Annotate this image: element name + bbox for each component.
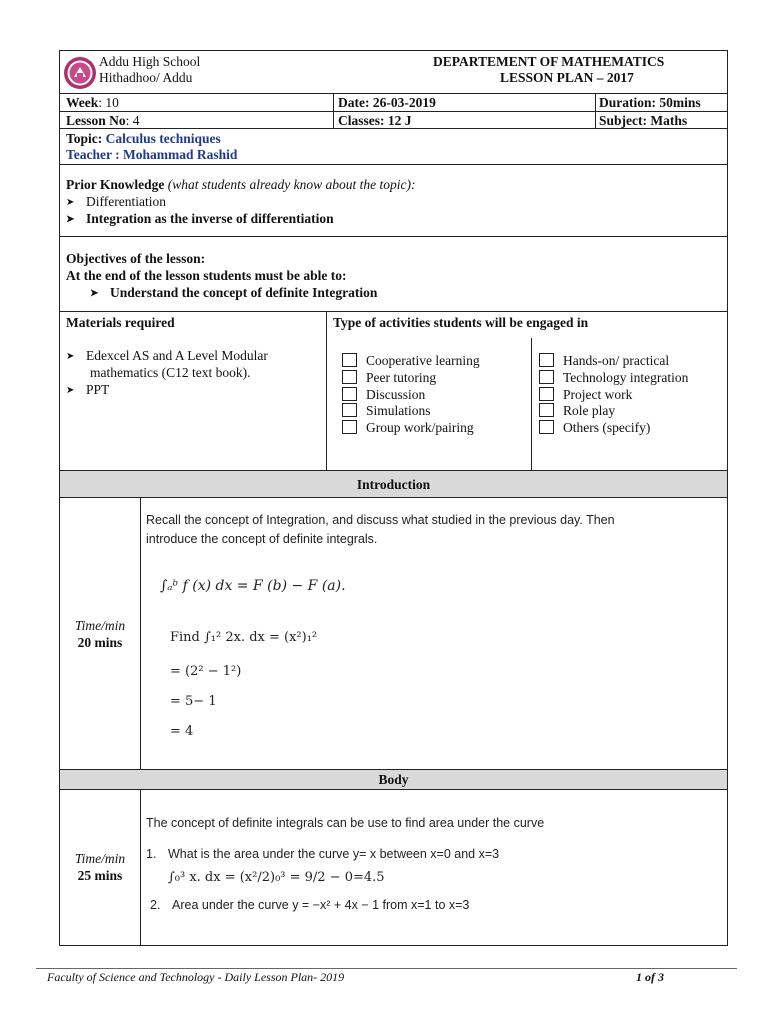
- lesson-plan-title: LESSON PLAN – 2017: [500, 70, 634, 85]
- checkbox-icon[interactable]: [539, 370, 554, 384]
- list-item: ➤ Understand the concept of definite Integration: [90, 285, 378, 300]
- topic-line: [66, 130, 221, 147]
- table-top-border: [59, 50, 728, 51]
- list-item: ➤ Edexcel AS and A Level Modular: [66, 348, 268, 363]
- intro-paragraph-line1: Recall the concept of Integration, and discuss what studied in the previous day. Then: [146, 513, 615, 527]
- materials-header: Materials required: [66, 315, 175, 330]
- activities-header: Type of activities students will be engaged in: [333, 315, 589, 330]
- objectives-subtitle: At the end of the lesson students must be able to:: [66, 268, 347, 283]
- body-question: [150, 898, 469, 912]
- list-item: ➤ PPT: [66, 382, 110, 397]
- activity-option[interactable]: Project work: [539, 386, 632, 403]
- column-divider: [140, 497, 141, 770]
- question-number: 1.: [146, 847, 157, 861]
- row-divider: [59, 236, 728, 237]
- arrow-bullet-icon: ➤: [66, 214, 75, 225]
- date-label: Date: [338, 95, 365, 110]
- department-title: DEPARTEMENT OF MATHEMATICS: [433, 54, 665, 69]
- topic-value: Calculus techniques: [105, 131, 221, 146]
- lesson-cell: [66, 112, 140, 129]
- prior-knowledge-note: (what students already know about the topic):: [167, 177, 416, 192]
- introduction-header: Introduction: [356, 477, 431, 492]
- question-text: Area under the curve y = −x² + 4x − 1 from x=1 to x=3: [172, 898, 470, 912]
- intro-example-step: = 5− 1: [170, 694, 217, 709]
- week-value: : 10: [98, 95, 119, 110]
- activity-option[interactable]: Simulations: [342, 402, 431, 419]
- arrow-bullet-icon: ➤: [66, 197, 75, 208]
- checkbox-icon[interactable]: [539, 353, 554, 367]
- duration-cell: [599, 94, 701, 111]
- school-name: Addu High School: [99, 54, 201, 69]
- definite-integral-formula: ∫ₐᵇ f (x) dx = F (b) − F (a).: [160, 578, 346, 594]
- page-number: 1 of 3: [636, 970, 664, 984]
- table-right-border: [727, 50, 728, 946]
- intro-paragraph-line2: introduce the concept of definite integrals.: [146, 532, 378, 546]
- intro-example-step: = (2² − 1²): [170, 664, 242, 679]
- checkbox-icon[interactable]: [342, 353, 357, 367]
- week-label: Week: [66, 95, 99, 110]
- arrow-bullet-icon: ➤: [66, 385, 75, 396]
- intro-time-label: Time/min: [74, 618, 126, 633]
- column-divider: [326, 311, 327, 471]
- checkbox-icon[interactable]: [539, 403, 554, 417]
- body-time-value: 25 mins: [77, 868, 123, 883]
- checkbox-icon[interactable]: [342, 387, 357, 401]
- column-divider: [595, 93, 596, 129]
- list-item: ➤ Integration as the inverse of differentiation: [66, 211, 334, 226]
- activity-option[interactable]: Role play: [539, 402, 615, 419]
- checkbox-icon[interactable]: [539, 420, 554, 434]
- row-divider: [59, 789, 728, 790]
- activity-option[interactable]: Cooperative learning: [342, 352, 480, 369]
- activity-option[interactable]: Group work/pairing: [342, 419, 474, 436]
- topic-label: Topic:: [66, 131, 103, 146]
- date-value: : 26-03-2019: [365, 95, 436, 110]
- activity-option[interactable]: Others (specify): [539, 419, 650, 436]
- table-left-border: [59, 50, 60, 946]
- body-time-label: Time/min: [74, 851, 126, 866]
- arrow-bullet-icon: ➤: [90, 288, 99, 299]
- lesson-label: Lesson No: [66, 113, 126, 128]
- body-question: [146, 847, 499, 861]
- week-cell: [66, 94, 119, 111]
- question-solution: ∫₀³ x. dx = (x²/2)₀³ = 9/2 − 0=4.5: [168, 870, 385, 885]
- classes-cell: Classes: 12 J: [338, 113, 412, 128]
- school-logo: [63, 56, 97, 90]
- checkbox-icon[interactable]: [342, 403, 357, 417]
- prior-knowledge-heading: [66, 176, 415, 193]
- footer-rule: [36, 968, 737, 969]
- row-divider: [59, 164, 728, 165]
- activity-option[interactable]: Peer tutoring: [342, 369, 436, 386]
- activity-option[interactable]: Discussion: [342, 386, 425, 403]
- footer-text: Faculty of Science and Technology - Daily Lesson Plan- 2019: [47, 970, 345, 984]
- date-cell: [338, 94, 436, 111]
- list-item-continuation: mathematics (C12 text book).: [90, 365, 251, 380]
- body-header: Body: [378, 772, 409, 787]
- intro-example-find: Find ∫₁² 2x. dx = (x²)₁²: [170, 630, 318, 645]
- list-item: ➤ Differentiation: [66, 194, 166, 209]
- row-divider: [59, 311, 728, 312]
- activity-option[interactable]: Technology integration: [539, 369, 688, 386]
- checkbox-icon[interactable]: [342, 420, 357, 434]
- question-number: 2.: [150, 898, 161, 912]
- body-intro: The concept of definite integrals can be use to find area under the curve: [146, 816, 545, 830]
- intro-time-value: 20 mins: [77, 635, 123, 650]
- row-divider: [59, 497, 728, 498]
- checkbox-icon[interactable]: [342, 370, 357, 384]
- activity-option[interactable]: Hands-on/ practical: [539, 352, 669, 369]
- prior-knowledge-label: Prior Knowledge: [66, 177, 165, 192]
- subject-cell: Subject: Maths: [599, 113, 688, 128]
- intro-example-step: = 4: [170, 724, 194, 739]
- checkbox-icon[interactable]: [539, 387, 554, 401]
- column-divider: [333, 93, 334, 129]
- table-bottom-border: [59, 945, 728, 946]
- column-divider: [140, 789, 141, 946]
- duration-label: Duration: [599, 95, 652, 110]
- objectives-title: Objectives of the lesson:: [66, 251, 206, 266]
- teacher-line: Teacher : Mohammad Rashid: [66, 147, 238, 162]
- school-location: Hithadhoo/ Addu: [99, 70, 193, 85]
- arrow-bullet-icon: ➤: [66, 351, 75, 362]
- duration-value: : 50mins: [651, 95, 701, 110]
- column-divider: [531, 338, 532, 471]
- question-text: What is the area under the curve y= x between x=0 and x=3: [168, 847, 500, 861]
- lesson-value: : 4: [125, 113, 140, 128]
